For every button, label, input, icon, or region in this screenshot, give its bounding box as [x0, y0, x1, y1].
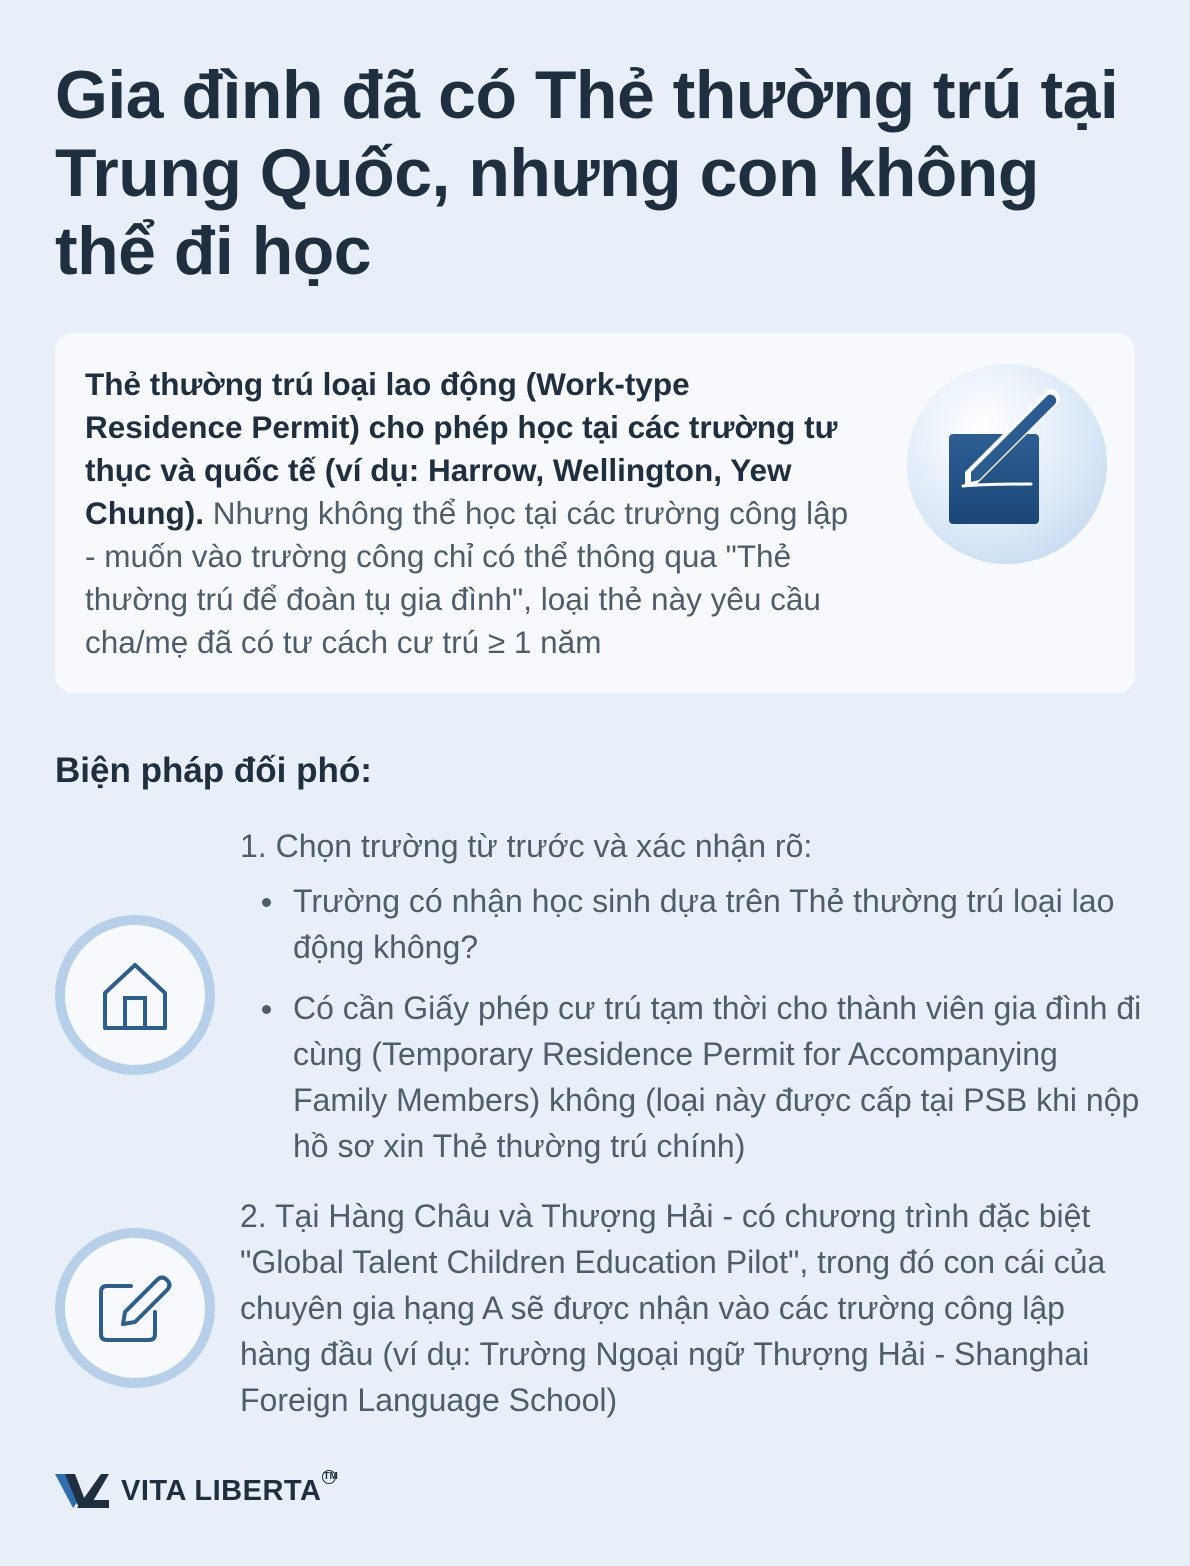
home-icon	[55, 915, 215, 1075]
step-2-text: 2. Tại Hàng Châu và Thượng Hải - có chương trình đặc biệt "Global Talent Children Education Pilot", trong đó con cái của chuyên gia hạng A sẽ được nhận vào các trường công lập hàng đầu (ví dụ: Trường Ngoại ngữ Thượng Hải - Shanghai Foreign Language School)	[240, 1198, 1106, 1418]
info-card-normal-text: Nhưng không thể học tại các trường công lập - muốn vào trường công chỉ có thể thông qua "Thẻ thường trú để đoàn tụ gia đình", loại thẻ này yêu cầu cha/mẹ đã có tư cách cư trú ≥ 1 năm	[85, 495, 849, 660]
section-heading: Biện pháp đối phó:	[55, 751, 372, 790]
page-title: Gia đình đã có Thẻ thường trú tại Trung Quốc, nhưng con không thể đi học	[55, 57, 1119, 289]
edit-pen-icon	[907, 364, 1107, 564]
list-item: Có cần Giấy phép cư trú tạm thời cho thành viên gia đình đi cùng (Temporary Residence Permit for Accompanying Family Members) không (loại này được cấp tại PSB khi nộp hồ sơ xin Thẻ thường trú chính)	[262, 985, 1142, 1169]
brand-logo	[55, 1470, 336, 1512]
logo-mark-icon	[55, 1470, 111, 1512]
info-card-bold-text: Thẻ thường trú loại lao động (Work-type Residence Permit) cho phép học tại các trường tư thục và quốc tế (ví dụ: Harrow, Wellington, Yew Chung).	[85, 366, 838, 531]
info-card-text	[85, 363, 855, 664]
logo-text: VITA LIBERTA	[121, 1474, 322, 1507]
trademark-symbol: TM	[323, 1471, 338, 1482]
info-card	[55, 333, 1135, 693]
edit-icon	[55, 1228, 215, 1388]
step-1-bullet-list	[262, 878, 1142, 1184]
list-item: Trường có nhận học sinh dựa trên Thẻ thường trú loại lao động không?	[262, 878, 1142, 970]
step-1-title: 1. Chọn trường từ trước và xác nhận rõ:	[240, 828, 813, 864]
